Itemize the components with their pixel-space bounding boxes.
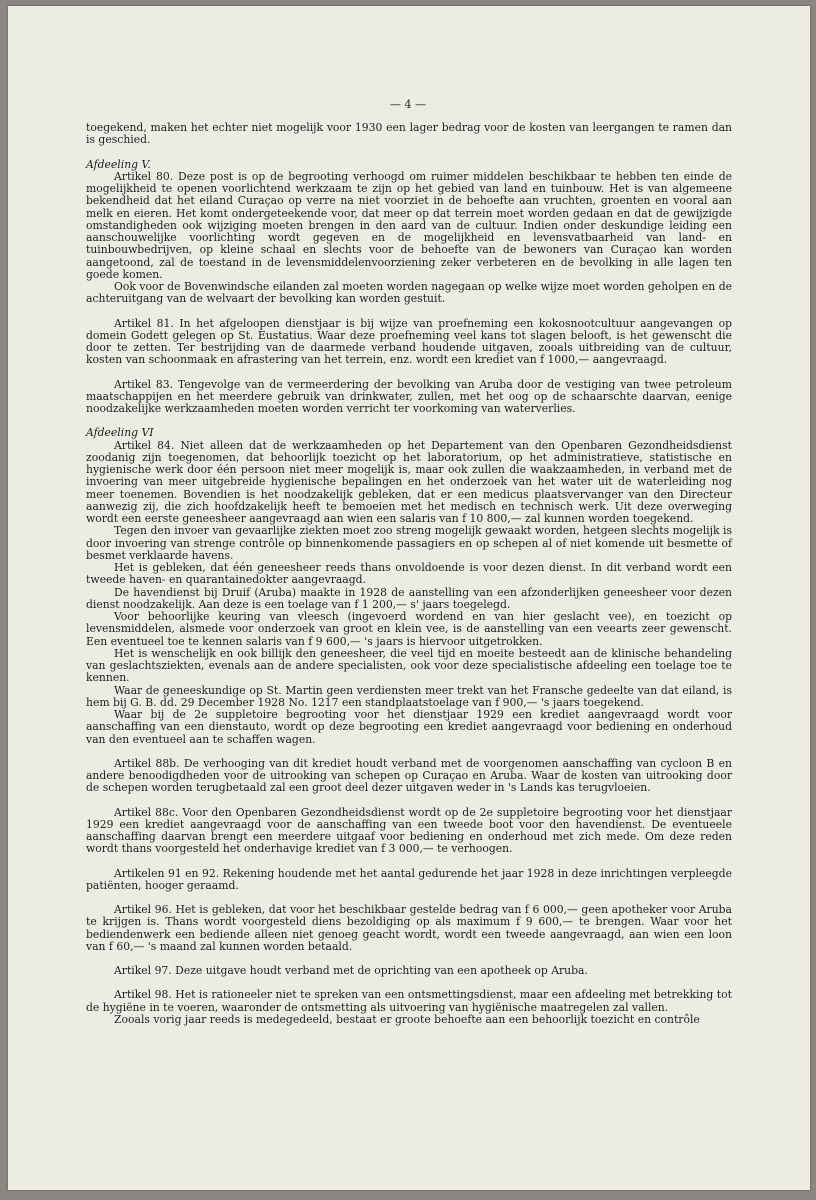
paragraph: Artikel 83. Tengevolge van de vermeerdering der bevolking van Aruba door de vestiging van twee petroleum maatschappijen en het meerdere gebruik van drinkwater, zullen, met het oog op de schaarschte daarvan, eenige noodzakelijke werkzaamheden moeten worden verricht ter voorkoming van waterverlies. [86, 377, 732, 415]
paragraph: Artikel 96. Het is gebleken, dat voor het beschikbaar gestelde bedrag van f 6 000,— geen apotheker voor Aruba te krijgen is. Thans wordt voorgesteld diens bezoldiging op als maximum f 9 600,— te brengen. Waar voor het bediendenwerk een bediende alleen niet genoeg geacht wordt, wordt een tweede aangevraagd, aan wien een loon van f 60,— 's maand zal kunnen worden betaald. [86, 903, 732, 953]
paragraph-gap [86, 415, 732, 427]
page-number: — 4 — [390, 98, 426, 111]
paragraph: Voor behoorlijke keuring van vleesch (ingevoerd wordend en van hier geslacht vee), en toezicht op levensmiddelen, alsmede voor onderzoek van groot en klein vee, is de aanstelling van een veearts zeer gewenscht. Een eventueel toe te kennen salaris van f 9 600,— 's jaars is hiervoor uitgetrokken. [86, 610, 732, 648]
paragraph: Zooals vorig jaar reeds is medegedeeld, bestaat er groote behoefte aan een behoorlijk toezicht en contrôle [114, 1012, 700, 1026]
paragraph: Ook voor de Bovenwindsche eilanden zal moeten worden nagegaan op welke wijze moet worden geholpen en de achteruitgang van de welvaart der bevolking kan worden gestuit. [86, 280, 732, 306]
paragraph-gap [86, 147, 732, 159]
paragraph: Waar de geneeskundige op St. Martin geen verdiensten meer trekt van het Fransche gedeelte van dat eiland, is hem bij G. B. dd. 29 December 1928 No. 1217 een standplaatstoelage van f 900,— 's jaars toegekend. [86, 683, 732, 709]
section-heading: Afdeeling V. [86, 157, 151, 171]
paragraph: Het is wenschelijk en ook billijk den geneesheer, die veel tijd en moeite besteedt aan de klinische behandeling van geslachtsziekten, evenals aan de andere specialisten, ook voor deze specialistische afdeeling een toelage toe te kennen. [86, 646, 732, 685]
paragraph: Artikel 81. In het afgeloopen dienstjaar is bij wijze van proefneming een kokosnootcultuur aangevangen op domein Godett gelegen op St. Eustatius. Waar deze proefneming veel kans tot slagen belooft, is het gewenscht die door te zetten. Ter bestrijding van de daarmede verband houdende uitgaven, zooals uitbreiding van de cultuur, kosten van schoonmaak en afrastering van het terrein, enz. wordt een krediet van f 1000,— aangevraagd. [86, 316, 732, 367]
paragraph: Waar bij de 2e suppletoire begrooting voor het dienstjaar 1929 een krediet aangevraagd wordt voor aanschaffing van een dienstauto, wordt op deze begrooting een krediet aangevraagd voor bediening en onderhoud van den eventueel aan te schaffen wagen. [86, 708, 732, 746]
paragraph: Artikel 80. Deze post is op de begrooting verhoogd om ruimer middelen beschikbaar te hebben ten einde de mogelijkheid te openen voorlichtend werkzaam te zijn op het gebied van land en tuinbouw. Het is van algemeene bekendheid dat het eiland Curaçao op verre na niet voorziet in de behoefte aan vruchten, groenten en vooral aan melk en eieren. Het komt ondergeteekende voor, dat meer op dat terrein moet worden gedaan en dat de gewijzigde omstandigheden ook wijziging moeten brengen in den aard van de cultuur. Indien onder deskundige leiding een aanschouwelijke voorlichting wordt gegeven en de mogelijkheid en levensvatbaarheid van land- en tuinbouwbedrijven, op kleine schaal en slechts voor de behoefte van de bewoners van Curaçao kan worden aangetoond, zal de toestand in de levensmiddelenvoorziening zeker verbeteren en de bevolking in alle lagen ten goede komen. [86, 169, 732, 281]
paragraph-gap [86, 306, 732, 318]
section-heading: Afdeeling VI [86, 426, 154, 440]
paragraph: Artikel 97. Deze uitgave houdt verband met de oprichting van een apotheek op Aruba. [114, 964, 588, 977]
paragraph: Tegen den invoer van gevaarlijke ziekten moet zoo streng mogelijk gewaakt worden, hetgeen slechts mogelijk is door invoering van strenge contrôle op binnenkomende passagiers en op schepen al of niet komende uit besmette of besmet verklaarde havens. [86, 524, 732, 562]
paragraph: toegekend, maken het echter niet mogelijk voor 1930 een lager bedrag voor de kosten van leergangen te ramen dan is geschied. [86, 121, 732, 147]
paragraph-gap [86, 795, 732, 807]
paragraph: Het is gebleken, dat één geneesheer reeds thans onvoldoende is voor dezen dienst. In dit verband wordt een tweede haven- en quarantainedokter aangevraagd. [86, 561, 732, 587]
document-body [86, 122, 732, 1026]
paragraph: De havendienst bij Druif (Aruba) maakte in 1928 de aanstelling van een afzonderlijken geneesheer voor dezen dienst noodzakelijk. Aan deze is een toelage van f 1 200,— s' jaars toegelegd. [86, 585, 732, 611]
paragraph: Artikel 88c. Voor den Openbaren Gezondheidsdienst wordt op de 2e suppletoire begrooting voor het dienstjaar 1929 een krediet aangevraagd voor de aanschaffing van een tweede boot voor den havendienst. De eventueele aanschaffing daarvan brengt een meerdere uitgaaf voor bediening en onderhoud met zich mede. Om deze reden wordt thans voorgesteld het onderhavige krediet van f 3 000,— te verhoogen. [86, 805, 732, 856]
paragraph: Artikel 84. Niet alleen dat de werkzaamheden op het Departement van den Openbaren Gezondheidsdienst zoodanig zijn toegenomen, dat behoorlijk toezicht op het laboratorium, op het administratieve, statistische en hygienische werk door één persoon niet meer mogelijk is, maar ook zullen die waakzaamheden, in verband met de invoering van meer uitgebreide hygienische bepalingen en het onderzoek van het water uit de waterleiding nog meer toenemen. Bovendien is het noodzakelijk gebleken, dat er een medicus plaatsvervanger van den Directeur aanwezig zij, die zich hoofdzakelijk heeft te bemoeien met het medisch en technisch werk. Uit deze overweging wordt een eerste geneesheer aangevraagd aan wien een salaris van f 10 800,— zal kunnen worden toegekend. [86, 438, 732, 525]
paragraph: Artikelen 91 en 92. Rekening houdende met het aantal gedurende het jaar 1928 in deze inrichtingen verpleegde patiënten, hooger geraamd. [86, 866, 732, 892]
paragraph-gap [86, 367, 732, 379]
paragraph-gap [86, 856, 732, 868]
paragraph: Artikel 88b. De verhooging van dit krediet houdt verband met de voorgenomen aanschaffing van cycloon B en andere benoodigdheden voor de uitrooking van schepen op Curaçao en Aruba. Waar de kosten van uitrooking door de schepen worden terugbetaald zal een groot deel dezer uitgaven weder in 's Lands kas terugvloeien. [86, 756, 732, 795]
paragraph-gap [86, 746, 732, 758]
paragraph: Artikel 98. Het is rationeeler niet te spreken van een ontsmettingsdienst, maar een afdeeling met betrekking tot de hygiëne in te voeren, waaronder de ontsmetting als uitvoering van hygiënische maatregelen zal vallen. [86, 988, 732, 1014]
